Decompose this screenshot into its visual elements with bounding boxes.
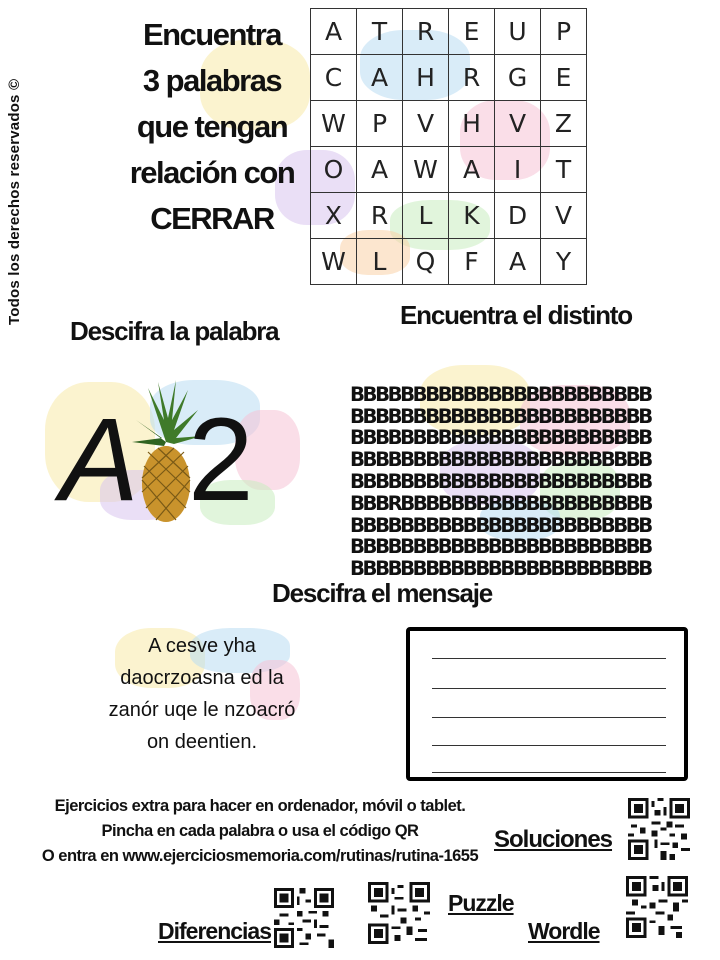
grid-cell: W bbox=[311, 101, 357, 147]
grid-cell: A bbox=[449, 147, 495, 193]
answer-line[interactable] bbox=[432, 772, 666, 773]
grid-cell: K bbox=[449, 193, 495, 239]
footer-line: Ejercicios extra para hacer en ordenador, móvil o tablet. bbox=[54, 797, 466, 815]
grid-cell: R bbox=[403, 9, 449, 55]
answer-line[interactable] bbox=[432, 717, 666, 718]
letter-row: BBBBBBBBBBBBBBBBBBBBBBBB bbox=[350, 557, 651, 581]
rebus-heading: Descifra la palabra bbox=[70, 316, 279, 346]
grid-cell: O bbox=[311, 147, 357, 193]
grid-cell: G bbox=[495, 55, 541, 101]
grid-cell: E bbox=[449, 9, 495, 55]
grid-cell: Y bbox=[541, 239, 587, 285]
grid-cell: W bbox=[403, 147, 449, 193]
grid-cell: F bbox=[449, 239, 495, 285]
diferencias-link[interactable]: Diferencias bbox=[158, 918, 272, 944]
grid-cell: D bbox=[495, 193, 541, 239]
grid-cell: H bbox=[403, 55, 449, 101]
grid-cell: V bbox=[403, 101, 449, 147]
copyright-notice: Todos los derechos reservados © bbox=[6, 78, 23, 325]
instruction-line: relación con bbox=[129, 155, 295, 190]
message-line: daocrzoasna ed la bbox=[120, 667, 284, 689]
grid-cell: U bbox=[495, 9, 541, 55]
grid-cell: A bbox=[357, 147, 403, 193]
footer-text bbox=[20, 794, 500, 869]
instruction-line: CERRAR bbox=[150, 201, 274, 236]
message-heading: Descifra el mensaje bbox=[272, 578, 493, 608]
grid-cell: T bbox=[541, 147, 587, 193]
footer-line: Pincha en cada palabra o usa el código QR bbox=[101, 822, 419, 840]
wordle-link[interactable]: Wordle bbox=[528, 918, 600, 944]
odd-one-heading: Encuentra el distinto bbox=[400, 300, 632, 330]
puzzle-link[interactable]: Puzzle bbox=[448, 890, 514, 916]
grid-cell: V bbox=[541, 193, 587, 239]
grid-cell: A bbox=[311, 9, 357, 55]
message-line: zanór uqe le nzoacró bbox=[108, 699, 296, 721]
odd-letter-block bbox=[350, 362, 651, 602]
message-line: on deentien. bbox=[146, 731, 258, 753]
rebus-letter: A bbox=[60, 394, 139, 526]
grid-cell: R bbox=[357, 193, 403, 239]
grid-cell: A bbox=[495, 239, 541, 285]
grid-cell: P bbox=[357, 101, 403, 147]
find-words-instructions bbox=[122, 12, 302, 242]
instruction-line: Encuentra bbox=[142, 17, 282, 52]
qr-code-diferencias[interactable] bbox=[274, 888, 334, 948]
word-search-grid bbox=[310, 8, 587, 285]
letter-row: BBBBBBBBBBBBBBBBBBBBBBBB bbox=[350, 535, 651, 559]
letter-row: BBBBBBBBBBBBBBBBBBBBBBBB bbox=[350, 513, 651, 537]
grid-cell: T bbox=[357, 9, 403, 55]
footer-line[interactable]: O entra en www.ejerciciosmemoria.com/rutinas/rutina-1655 bbox=[41, 847, 479, 865]
rebus-number: 2 bbox=[188, 394, 254, 526]
answer-line[interactable] bbox=[432, 745, 666, 746]
scrambled-message bbox=[92, 630, 312, 758]
grid-cell: W bbox=[311, 239, 357, 285]
answer-line[interactable] bbox=[432, 688, 666, 689]
grid-cell: X bbox=[311, 193, 357, 239]
answer-line[interactable] bbox=[432, 658, 666, 659]
grid-cell: H bbox=[449, 101, 495, 147]
grid-cell: V bbox=[495, 101, 541, 147]
grid-cell: L bbox=[403, 193, 449, 239]
letter-row: BBBBBBBBBBBBBBBBBBBBBBBB bbox=[350, 404, 651, 428]
grid-cell: R bbox=[449, 55, 495, 101]
grid-cell: E bbox=[541, 55, 587, 101]
instruction-line: 3 palabras bbox=[142, 63, 282, 98]
letter-row: BBBBBBBBBBBBBBBBBBBBBBBB bbox=[350, 469, 651, 493]
letter-row: BBBRBBBBBBBBBBBBBBBBBBBB bbox=[350, 491, 651, 515]
message-line: A cesve yha bbox=[148, 635, 256, 657]
letter-row: BBBBBBBBBBBBBBBBBBBBBBBB bbox=[350, 382, 651, 406]
soluciones-link[interactable]: Soluciones bbox=[494, 826, 613, 853]
qr-code-puzzle[interactable] bbox=[368, 882, 430, 944]
answer-box[interactable] bbox=[406, 627, 688, 781]
instruction-line: que tengan bbox=[136, 109, 288, 144]
grid-cell: A bbox=[357, 55, 403, 101]
grid-cell: I bbox=[495, 147, 541, 193]
letter-row: BBBBBBBBBBBBBBBBBBBBBBBB bbox=[350, 448, 651, 472]
grid-cell: L bbox=[357, 239, 403, 285]
qr-code-soluciones[interactable] bbox=[628, 797, 690, 861]
qr-code-wordle[interactable] bbox=[626, 876, 688, 938]
grid-cell: Z bbox=[541, 101, 587, 147]
grid-cell: Q bbox=[403, 239, 449, 285]
grid-cell: C bbox=[311, 55, 357, 101]
letter-row: BBBBBBBBBBBBBBBBBBBBBBBB bbox=[350, 426, 651, 450]
grid-cell: P bbox=[541, 9, 587, 55]
